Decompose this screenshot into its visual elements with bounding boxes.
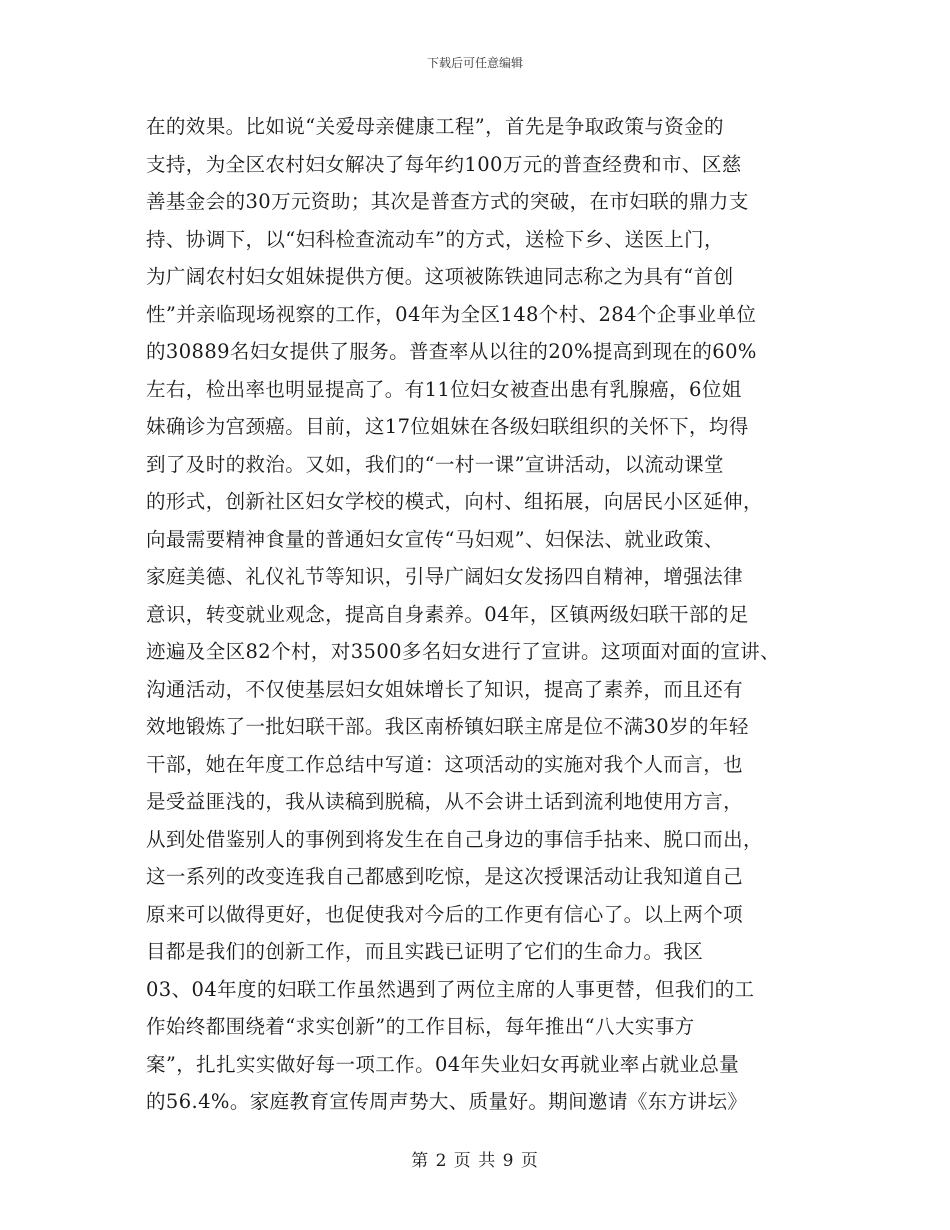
text-line: 在的效果。比如说“关爱母亲健康工程”，首先是争取政策与资金的 <box>146 115 724 138</box>
text-line: 迹遍及全区82个村，对3500多名妇女进行了宣讲。这项面对面的宣讲、 <box>146 640 781 663</box>
text-line: 善基金会的30万元资助；其次是普查方式的突破，在市妇联的鼎力支 <box>146 190 749 213</box>
document-body <box>146 108 836 1121</box>
text-line: 的30889名妇女提供了服务。普查率从以往的20%提高到现在的60% <box>146 340 757 363</box>
text-line: 的形式，创新社区妇女学校的模式，向村、组拓展，向居民小区延伸， <box>146 490 763 513</box>
text-line: 意识，转变就业观念，提高自身素养。04年，区镇两级妇联干部的足 <box>146 602 749 626</box>
text-line: 支持，为全区农村妇女解决了每年约100万元的普查经费和市、区慈 <box>146 152 742 176</box>
text-line: 目都是我们的创新工作，而且实践已证明了它们的生命力。我区 <box>146 940 704 963</box>
text-line: 性”并亲临现场视察的工作，04年为全区148个村、284个企事业单位 <box>146 302 757 326</box>
text-line: 持、协调下，以“妇科检查流动车”的方式，送检下乡、送医上门， <box>146 227 724 251</box>
text-line: 效地锻炼了一批妇联干部。我区南桥镇妇联主席是位不满30岁的年轻 <box>146 715 749 738</box>
text-line: 这一系列的改变连我自己都感到吃惊，是这次授课活动让我知道自己 <box>146 865 744 888</box>
page-header: 下载后可任意编辑 <box>426 56 523 70</box>
text-line: 家庭美德、礼仪礼节等知识，引导广阔妇女发扬四自精神，增强法律 <box>146 565 744 588</box>
text-line: 妹确诊为宫颈癌。目前，这17位姐妹在各级妇联组织的关怀下，均得 <box>146 415 749 438</box>
text-line: 原来可以做得更好，也促使我对今后的工作更有信心了。以上两个项 <box>146 902 744 926</box>
page-number: 第 2 页 共 9 页 <box>411 1151 539 1171</box>
text-line: 到了及时的救治。又如，我们的“一村一课”宣讲活动，以流动课堂 <box>146 452 724 476</box>
text-line: 从到处借鉴别人的事例到将发生在自己身边的事信手拈来、脱口而出， <box>146 827 763 851</box>
text-line: 干部，她在年度工作总结中写道：这项活动的实施对我个人而言，也 <box>146 752 744 776</box>
text-line: 03、04年度的妇联工作虽然遇到了两位主席的人事更替，但我们的工 <box>146 977 755 1001</box>
text-line: 的56.4%。家庭教育宣传周声势大、质量好。期间邀请《东方讲坛》 <box>146 1090 748 1113</box>
text-line: 是受益匪浅的，我从读稿到脱稿，从不会讲土话到流利地使用方言， <box>146 790 744 813</box>
text-line: 左右，检出率也明显提高了。有11位妇女被查出患有乳腺癌，6位姐 <box>146 377 742 401</box>
text-line: 作始终都围绕着“求实创新”的工作目标，每年推出“八大实事方 <box>146 1015 695 1038</box>
text-line: 向最需要精神食量的普通妇女宣传“马妇观”、妇保法、就业政策、 <box>146 527 724 551</box>
text-line: 为广阔农村妇女姐妹提供方便。这项被陈铁迪同志称之为具有“首创 <box>146 265 734 288</box>
text-line: 案”，扎扎实实做好每一项工作。04年失业妇女再就业率占就业总量 <box>146 1052 740 1076</box>
text-line: 沟通活动，不仅使基层妇女姐妹增长了知识，提高了素养，而且还有 <box>146 677 744 701</box>
